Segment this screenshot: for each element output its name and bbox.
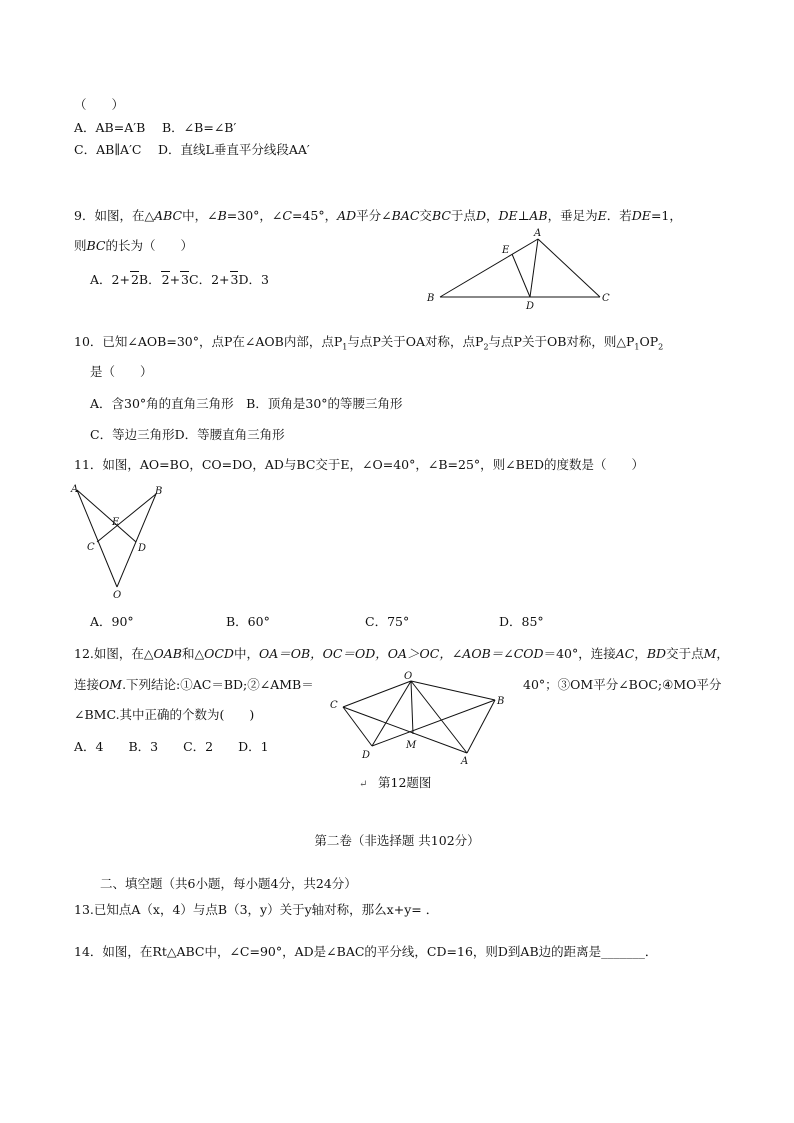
q11-stem: 11．如图，AO=BO，CO=DO，AD与BC交于E，∠O=40°，∠B=25°，则∠BED的度数是（ ） xyxy=(74,457,644,472)
q12-segment-om xyxy=(411,681,413,734)
q12-label-o: O xyxy=(404,671,413,682)
q9-label-a: A xyxy=(534,228,542,239)
q8-option-d: D．直线L垂直平分线段AA′ xyxy=(158,142,310,157)
q12-segment-ca xyxy=(343,707,467,753)
q11-label-d: D xyxy=(138,543,147,554)
q12-label-b: B xyxy=(497,696,505,707)
q9-segment-de xyxy=(512,254,530,297)
q9-options: A．2+2B．2+3C．2+3D．3 xyxy=(90,272,269,287)
q10-stem-line2: 是（ ） xyxy=(90,364,153,379)
q12-segment-oc xyxy=(343,681,411,707)
q9-label-c: C xyxy=(602,293,610,304)
q10-options-cd: C．等边三角形D．等腰直角三角形 xyxy=(90,427,285,442)
q11-figure xyxy=(68,484,168,599)
q8-paren: （ ） xyxy=(74,97,125,112)
q8-option-a: A．AB=A′B xyxy=(74,120,146,135)
q12-options: A．4 B．3 C．2 D．1 xyxy=(74,739,269,754)
q12-stem-line2: 连接OM.下列结论:①AC＝BD;②∠AMB＝ xyxy=(74,677,314,692)
q14-stem: 14．如图，在Rt△ABC中，∠C=90°，AD是∠BAC的平分线，CD=16，则D到AB边的距离是_______． xyxy=(74,944,658,959)
q9-segment-ad xyxy=(530,239,538,297)
q11-option-a: A．90° xyxy=(90,614,134,629)
q9-triangle-figure xyxy=(425,228,625,312)
q8-option-b: B．∠B=∠B′ xyxy=(162,120,237,135)
q9-stem-line2: 则BC的长为（ ） xyxy=(74,238,194,253)
q12-caption: 第12题图 xyxy=(378,775,432,790)
q12-label-m: M xyxy=(406,740,417,751)
q12-stem-line3: ∠BMC.其中正确的个数为( ) xyxy=(74,707,255,722)
part2-title: 第二卷（非选择题 共102分） xyxy=(314,833,480,848)
q11-option-c: C．75° xyxy=(365,614,410,629)
q12-label-c: C xyxy=(330,700,338,711)
q12-segment-bd xyxy=(372,700,495,746)
q12-stem-line2-cont: 40°；③OM平分∠BOC;④MO平分 xyxy=(523,677,722,692)
q13-stem: 13.已知点A（x，4）与点B（3，y）关于y轴对称，那么x+y= ． xyxy=(74,902,439,917)
q12-figure xyxy=(328,671,513,767)
q9-side-ba xyxy=(440,239,538,297)
q9-label-e: E xyxy=(502,245,510,256)
q10-options-ab: A．含30°角的直角三角形 B．顶角是30°的等腰三角形 xyxy=(90,396,403,411)
q12-label-d: D xyxy=(362,750,371,761)
q11-label-c: C xyxy=(87,542,95,553)
q11-segment-bo xyxy=(117,494,156,587)
q11-label-b: B xyxy=(155,486,163,497)
q11-segment-ao xyxy=(77,490,117,587)
q10-stem: 10．已知∠AOB=30°，点P在∠AOB内部，点$P_1$与点P关于OA对称，点$P_2$与点P关于OB对称，则$\triangle P_1OP_2$ xyxy=(74,334,664,352)
q12-segment-od xyxy=(372,681,411,746)
q8-option-c: C．AB∥A′C xyxy=(74,142,142,157)
q12-caption-arrow: ↵ xyxy=(359,779,368,790)
q11-label-e: E xyxy=(112,517,120,528)
q9-label-d: D xyxy=(526,301,535,312)
q12-segment-ba xyxy=(467,700,495,753)
q11-label-o: O xyxy=(113,590,122,601)
q9-stem: 9．如图，在△ABC中，∠B=30°，∠C=45°，AD平分∠BAC交BC于点D，DE⊥AB，垂足为E．若DE=1， xyxy=(74,208,682,223)
q9-label-b: B xyxy=(427,293,435,304)
q11-option-b: B．60° xyxy=(226,614,270,629)
q12-label-a: A xyxy=(461,756,469,767)
part2-section-heading: 二、填空题（共6小题，每小题4分，共24分） xyxy=(100,876,357,891)
q11-segment-bc xyxy=(97,494,156,542)
q11-option-d: D．85° xyxy=(499,614,544,629)
q9-side-ac xyxy=(538,239,600,297)
q12-stem: 12.如图，在△OAB和△OCD中，OA＝OB，OC＝OD，OA＞OC，∠AOB＝∠COD＝40°，连接AC，BD交于点M， xyxy=(74,646,729,661)
q11-label-a: A xyxy=(71,484,79,495)
